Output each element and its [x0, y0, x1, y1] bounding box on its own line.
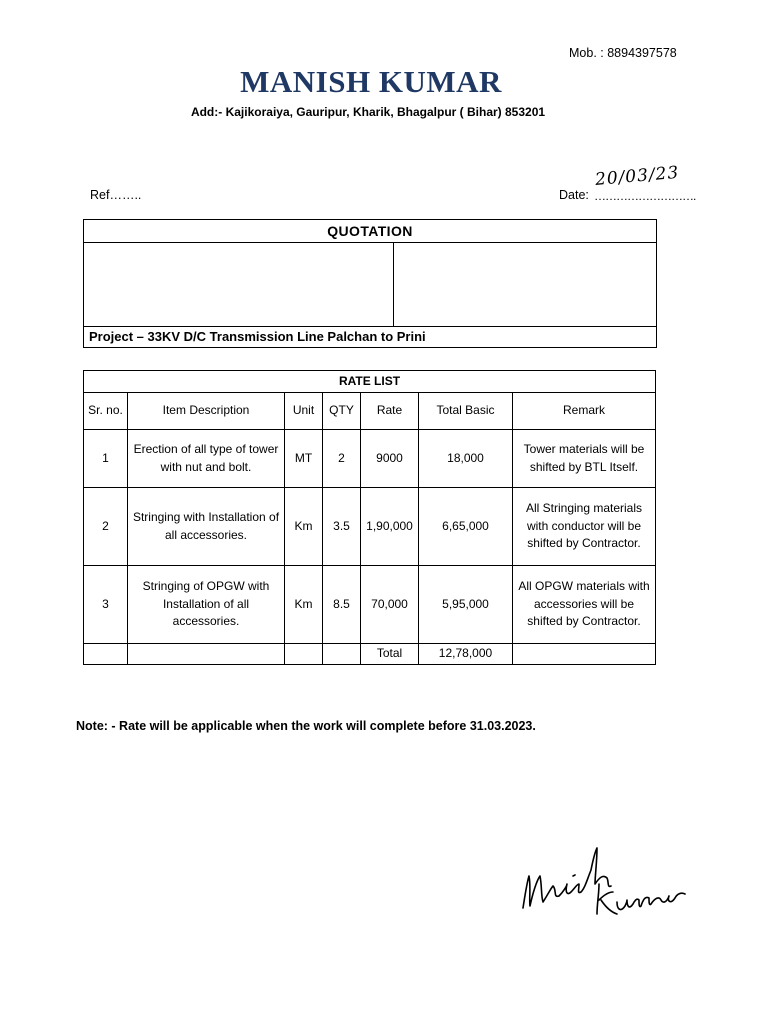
- quotation-box: [83, 219, 657, 348]
- table-cell: [513, 644, 656, 665]
- table-cell: Tower materials will be shifted by BTL Itself.: [513, 430, 656, 488]
- table-cell: Stringing of OPGW with Installation of all accessories.: [128, 566, 285, 644]
- quotation-divider: [393, 242, 394, 326]
- date-dotted-line: ……………………….: [594, 189, 696, 203]
- company-address: Add:- Kajikoraiya, Gauripur, Kharik, Bhagalpur ( Bihar) 853201: [190, 105, 546, 119]
- column-header: Remark: [513, 393, 656, 430]
- table-cell: [84, 644, 128, 665]
- table-cell: 8.5: [323, 566, 361, 644]
- table-row: [84, 430, 656, 488]
- table-cell: Km: [285, 488, 323, 566]
- date-label: Date:: [559, 188, 589, 202]
- company-name: MANISH KUMAR: [240, 64, 502, 99]
- table-cell: 18,000: [419, 430, 513, 488]
- total-label: Total: [361, 644, 419, 665]
- rate-list-table: [83, 370, 656, 665]
- table-cell: 9000: [361, 430, 419, 488]
- column-header: QTY: [323, 393, 361, 430]
- rate-list-title: RATE LIST: [84, 371, 656, 393]
- table-row: [84, 566, 656, 644]
- table-cell: 5,95,000: [419, 566, 513, 644]
- table-cell: 3.5: [323, 488, 361, 566]
- table-cell: 1,90,000: [361, 488, 419, 566]
- table-cell: 3: [84, 566, 128, 644]
- table-cell: All OPGW materials with accessories will be shifted by Contractor.: [513, 566, 656, 644]
- column-header: Item Description: [128, 393, 285, 430]
- table-cell: 6,65,000: [419, 488, 513, 566]
- table-cell: [323, 644, 361, 665]
- total-row: [84, 644, 656, 665]
- total-value: 12,78,000: [419, 644, 513, 665]
- column-header: Rate: [361, 393, 419, 430]
- column-header: Unit: [285, 393, 323, 430]
- table-cell: [128, 644, 285, 665]
- quotation-divider: [84, 326, 656, 327]
- table-row: [84, 488, 656, 566]
- table-cell: Stringing with Installation of all accessories.: [128, 488, 285, 566]
- table-cell: Erection of all type of tower with nut and bolt.: [128, 430, 285, 488]
- project-title: Project – 33KV D/C Transmission Line Palchan to Prini: [89, 329, 426, 344]
- handwritten-signature: [505, 840, 705, 930]
- table-cell: MT: [285, 430, 323, 488]
- table-cell: 1: [84, 430, 128, 488]
- column-header: Total Basic: [419, 393, 513, 430]
- handwritten-date: 20/03/23: [594, 162, 681, 190]
- table-cell: 2: [323, 430, 361, 488]
- table-cell: 70,000: [361, 566, 419, 644]
- mobile-number: Mob. : 8894397578: [569, 46, 677, 60]
- column-header: Sr. no.: [84, 393, 128, 430]
- reference-field: Ref……..: [90, 188, 142, 202]
- table-cell: [285, 644, 323, 665]
- table-cell: Km: [285, 566, 323, 644]
- table-cell: All Stringing materials with conductor will be shifted by Contractor.: [513, 488, 656, 566]
- table-cell: 2: [84, 488, 128, 566]
- quotation-title: QUOTATION: [84, 220, 656, 243]
- note-text: Note: - Rate will be applicable when the work will complete before 31.03.2023.: [76, 719, 536, 733]
